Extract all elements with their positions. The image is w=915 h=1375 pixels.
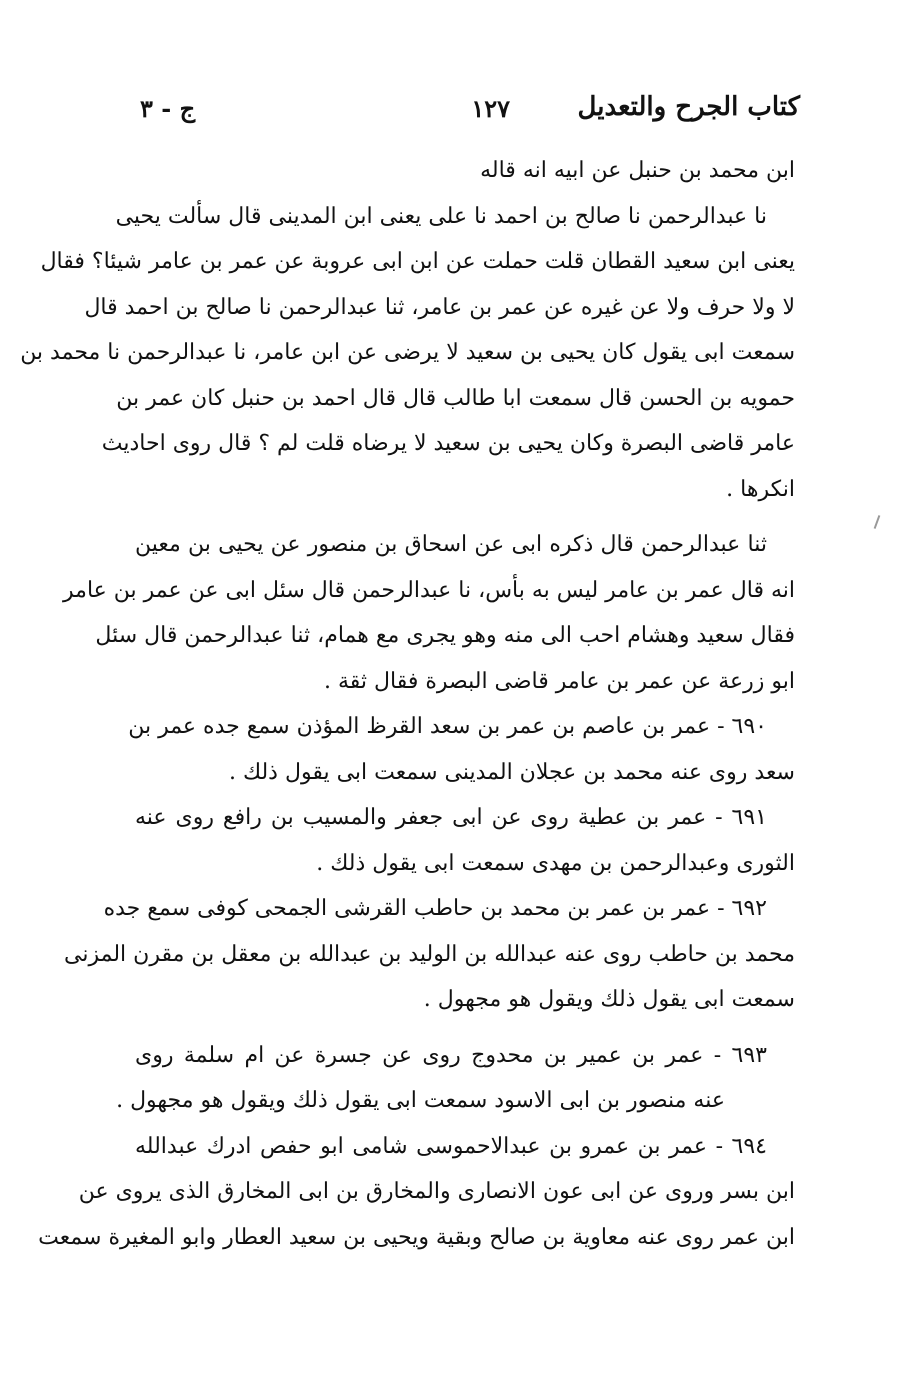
- page-header: [140, 92, 800, 136]
- book-title: كتاب الجرح والتعديل: [577, 92, 800, 122]
- text-line: عنه منصور بن ابى الاسود سمعت ابى يقول ذلك ويقول هو مجهول .: [116, 1088, 725, 1113]
- entry-692: ٦٩٢ - عمر بن عمر بن محمد بن حاطب القرشى الجمحى كوفى سمع جده: [103, 896, 767, 921]
- text-line: ابو زرعة عن عمر بن عامر قاضى البصرة فقال ثقة .: [324, 668, 795, 694]
- text-line: الثورى وعبدالرحمن بن مهدى سمعت ابى يقول ذلك .: [316, 850, 795, 876]
- entry-693: ٦٩٣ - عمر بن عمير بن محدوج روى عن جسرة عن ام سلمة روى: [135, 1042, 767, 1068]
- text-line: سمعت ابى يقول ذلك ويقول هو مجهول .: [423, 987, 795, 1012]
- entry-694: ٦٩٤ - عمر بن عمرو بن عبدالاحموسى شامى ابو حفص ادرك عبدالله: [135, 1133, 767, 1159]
- text-line: فقال سعيد وهشام احب الى منه وهو يجرى مع همام، ثنا عبدالرحمن قال سئل: [95, 623, 795, 648]
- text-line: ثنا عبدالرحمن قال ذكره ابى عن اسحاق بن منصور عن يحيى بن معين: [135, 532, 767, 557]
- paragraph-gap: [135, 512, 795, 522]
- text-line: سمعت ابى يقول كان يحيى بن سعيد لا يرضى عن ابن عامر، نا عبدالرحمن نا محمد بن: [20, 340, 795, 365]
- text-line: يعنى ابن سعيد القطان قلت حملت عن ابن ابى عروبة عن عمر بن عامر شيئا؟ فقال: [40, 249, 795, 274]
- text-line: ابن بسر وروى عن ابى عون الانصارى والمخارق بن ابى المخارق الذى يروى عن: [78, 1179, 795, 1204]
- entry-690: ٦٩٠ - عمر بن عاصم بن عمر بن سعد القرظ المؤذن سمع جده عمر بن: [128, 714, 767, 739]
- paragraph-gap: [135, 1023, 795, 1033]
- text-line: نا عبدالرحمن نا صالح بن احمد نا على يعنى ابن المدينى قال سألت يحيى: [115, 203, 767, 229]
- text-line: انه قال عمر بن عامر ليس به بأس، نا عبدالرحمن قال سئل ابى عن عمر بن عامر: [63, 577, 795, 603]
- text-line: محمد بن حاطب روى عنه عبدالله بن الوليد بن عبدالله بن معقل بن مقرن المزنى: [64, 941, 795, 967]
- text-line: عامر قاضى البصرة وكان يحيى بن سعيد لا يرضاه قلت لم ؟ قال روى احاديث: [101, 431, 795, 456]
- text-line: سعد روى عنه محمد بن عجلان المدينى سمعت ابى يقول ذلك .: [228, 759, 795, 785]
- text-line: انكرها .: [726, 476, 795, 502]
- text-line: ابن محمد بن حنبل عن ابيه انه قاله: [480, 158, 795, 183]
- volume-label: ج - ٣: [140, 94, 196, 123]
- body-text: [20, 148, 795, 1260]
- text-line: حمويه بن الحسن قال سمعت ابا طالب قال قال احمد بن حنبل كان عمر بن: [116, 385, 795, 411]
- text-line: ابن عمر روى عنه معاوية بن صالح وبقية ويحيى بن سعيد العطار وابو المغيرة سمعت: [38, 1224, 795, 1250]
- entry-691: ٦٩١ - عمر بن عطية روى عن ابى جعفر والمسيب بن رافع روى عنه: [135, 805, 767, 830]
- page-number: ١٢٧: [471, 94, 510, 123]
- margin-speck: [874, 515, 881, 529]
- text-line: لا ولا حرف ولا عن غيره عن عمر بن عامر، ثنا عبدالرحمن نا صالح بن احمد قال: [84, 294, 795, 320]
